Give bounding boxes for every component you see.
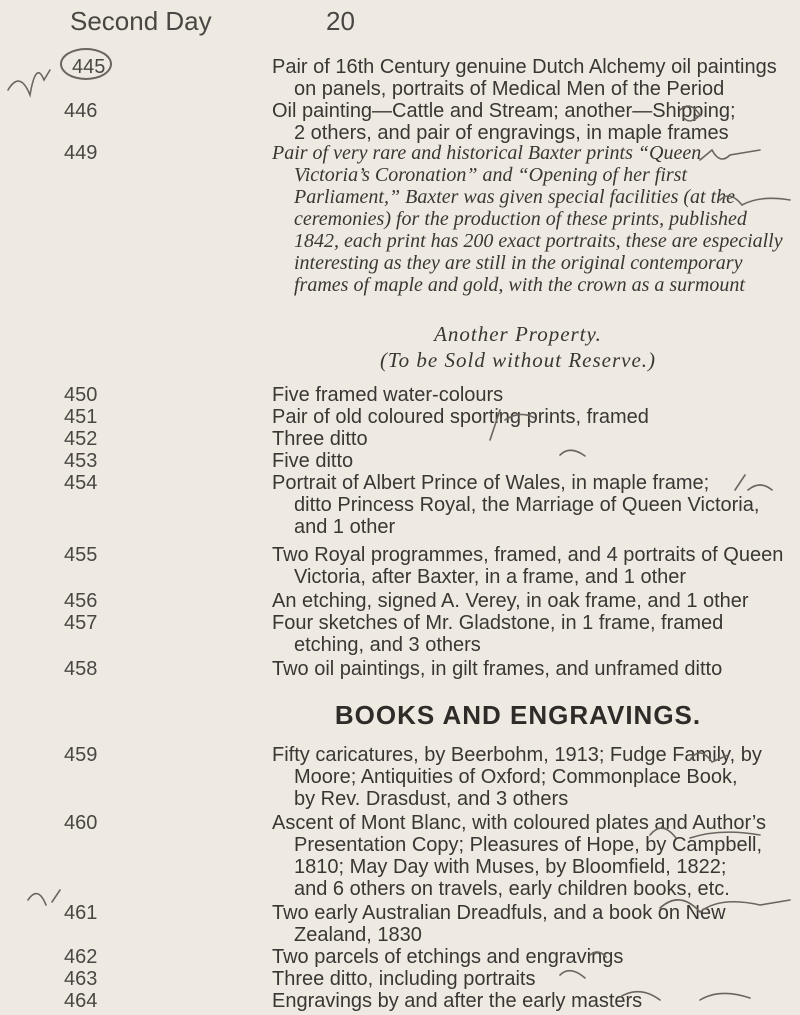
lot-description: Two parcels of etchings and engravings [272, 946, 624, 968]
section-books-heading: BOOKS AND ENGRAVINGS. [334, 700, 702, 730]
lot-number: 453 [64, 450, 98, 472]
lot-description: Two oil paintings, in gilt frames, and unframed ditto [272, 658, 723, 680]
lot-number: 450 [64, 384, 98, 406]
lot-description: Engravings by and after the early masters [272, 990, 643, 1012]
section-reserve-note: (To be Sold without Reserve.) [379, 348, 657, 372]
lot-description: Three ditto, including portraits [272, 968, 536, 990]
lot-number: 445 [72, 56, 106, 78]
lot-number: 451 [64, 406, 98, 428]
lot-number: 462 [64, 946, 98, 968]
lot-description: Ascent of Mont Blanc, with coloured plates and Author’s Presentation Copy; Pleasures of Hope, by Campbell, 1810; May Day with Muses, by Bloomfield, 1822; and 6 others on travels, early children books, etc. [272, 812, 766, 900]
section-another-property: Another Property. [434, 322, 602, 346]
lot-number: 454 [64, 472, 98, 494]
page-number: 20 [326, 6, 355, 36]
lot-description: Fifty caricatures, by Beerbohm, 1913; Fudge Family, by Moore; Antiquities of Oxford; Commonplace Book, by Rev. Drasdust, and 3 others [272, 744, 762, 810]
lot-description: Two Royal programmes, framed, and 4 portraits of Queen Victoria, after Baxter, in a frame, and 1 other [272, 544, 784, 588]
lot-number: 458 [64, 658, 98, 680]
lot-description: Four sketches of Mr. Gladstone, in 1 frame, framed etching, and 3 others [272, 612, 724, 656]
margin-scribble-top [8, 70, 50, 95]
lot-description: Pair of very rare and historical Baxter prints “Queen Victoria’s Coronation” and “Opening of her first Parliament,” Baxter was given special facilities (at the ceremonies) for the production of these prints, published 1842, each print has 200 exact portraits, these are especially interesting as they are still in the original contemporary frames of maple and gold, with the crown as a surmount [272, 142, 783, 296]
lot-number: 464 [64, 990, 98, 1012]
lot-number: 452 [64, 428, 98, 450]
lot-number: 457 [64, 612, 98, 634]
lot-number: 449 [64, 142, 98, 164]
lot-number: 461 [64, 902, 98, 924]
lot-description: Portrait of Albert Prince of Wales, in maple frame; ditto Princess Royal, the Marriage of Queen Victoria, and 1 other [272, 472, 760, 538]
lot-number: 446 [64, 100, 98, 122]
lot-description: Three ditto [272, 428, 368, 450]
lot-number: 455 [64, 544, 98, 566]
lot-description: Pair of 16th Century genuine Dutch Alchemy oil paintings on panels, portraits of Medical Men of the Period [272, 56, 777, 100]
lot-description: Two early Australian Dreadfuls, and a book on New Zealand, 1830 [272, 902, 726, 946]
lot-description: Oil painting—Cattle and Stream; another—Shipping; 2 others, and pair of engravings, in maple frames [272, 100, 736, 144]
margin-scribble-461 [28, 890, 60, 905]
lot-number: 463 [64, 968, 98, 990]
day-heading: Second Day [70, 6, 212, 36]
lot-description: Five ditto [272, 450, 354, 472]
lot-number: 456 [64, 590, 98, 612]
lot-description: An etching, signed A. Verey, in oak frame, and 1 other [272, 590, 749, 612]
lot-number: 459 [64, 744, 98, 766]
lot-description: Pair of old coloured sporting prints, framed [272, 406, 649, 428]
lot-description: Five framed water-colours [272, 384, 504, 406]
lot-number: 460 [64, 812, 98, 834]
page-header [70, 6, 770, 40]
